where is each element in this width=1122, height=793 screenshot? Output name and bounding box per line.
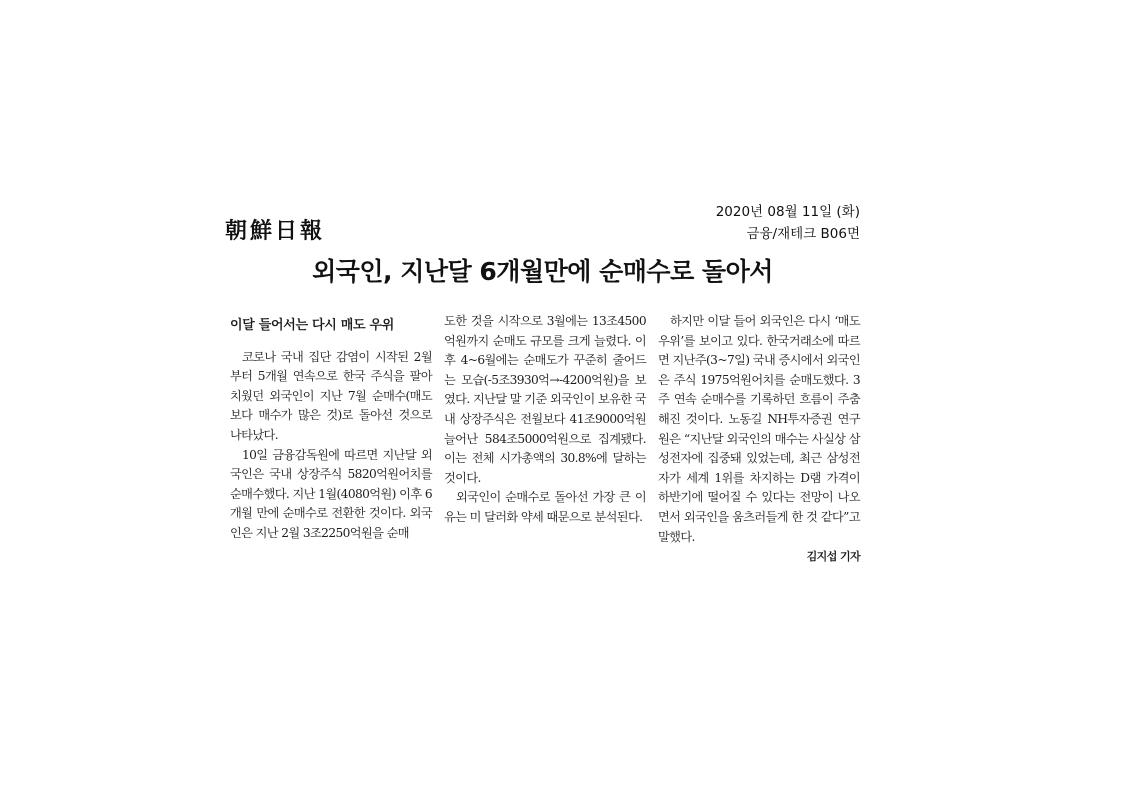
article-column-1 bbox=[230, 312, 432, 552]
publication-date: 2020년 08월 11일 (화) bbox=[715, 204, 860, 220]
paragraph: 코로나 국내 집단 감염이 시작된 2월부터 5개월 연속으로 한국 주식을 팔아치웠던 외국인이 지난 7월 순매수(매도보다 매수가 많은 것)로 돌아선 것으로 나타났다. bbox=[230, 349, 432, 442]
article-column-2 bbox=[444, 312, 646, 552]
subheading: 이달 들어서는 다시 매도 우위 bbox=[230, 318, 394, 333]
article-meta bbox=[716, 201, 860, 245]
article-column-3 bbox=[658, 312, 860, 564]
paragraph: 하지만 이달 들어 외국인은 다시 ‘매도 우위’를 보이고 있다. 한국거래소에 따르면 지난주(3~7일) 국내 증시에서 외국인은 주식 1975억원어치를 순매도했다. 3주 연속 순매수를 기록하던 흐름이 주춤해진 것이다. 노동길 NH투자증권 연구원은 “지난달 외국인의 매수는 사실상 삼성전자에 집중돼 있었는데, 최근 삼성전자가 세계 1위를 차지하는 D램 가격이 하반기에 떨어질 수 있다는 전망이 나오면서 외국인을 움츠러들게 한 것 같다”고 말했다. bbox=[658, 314, 860, 544]
section-page: 금융/재테크 B06면 bbox=[746, 226, 860, 242]
article-body bbox=[230, 312, 860, 564]
paragraph: 외국인이 순매수로 돌아선 가장 큰 이유는 미 달러화 약세 때문으로 분석된다. bbox=[444, 490, 646, 524]
headline: 외국인, 지난달 6개월만에 순매수로 돌아서 bbox=[312, 257, 773, 286]
paragraph: 도한 것을 시작으로 3월에는 13조4500억원까지 순매도 규모를 크게 늘렸다. 이후 4~6월에는 순매도가 꾸준히 줄어드는 모습(-5조3930억→-4200억원)을 보였다. 지난달 말 기준 외국인이 보유한 국내 상장주식은 전월보다 41조9000억원 늘어난 584조5000억원으로 집계됐다. 이는 전체 시가총액의 30.8%에 달하는 것이다. bbox=[444, 314, 646, 485]
paragraph: 10일 금융감독원에 따르면 지난달 외국인은 국내 상장주식 5820억원어치를 순매수했다. 지난 1월(4080억원) 이후 6개월 만에 순매수로 전환한 것이다. 외국인은 지난 2월 3조2250억원을 순매 bbox=[230, 447, 432, 540]
byline: 김지섭 기자 bbox=[806, 550, 860, 564]
newspaper-masthead: 朝鮮日報 bbox=[225, 218, 326, 244]
